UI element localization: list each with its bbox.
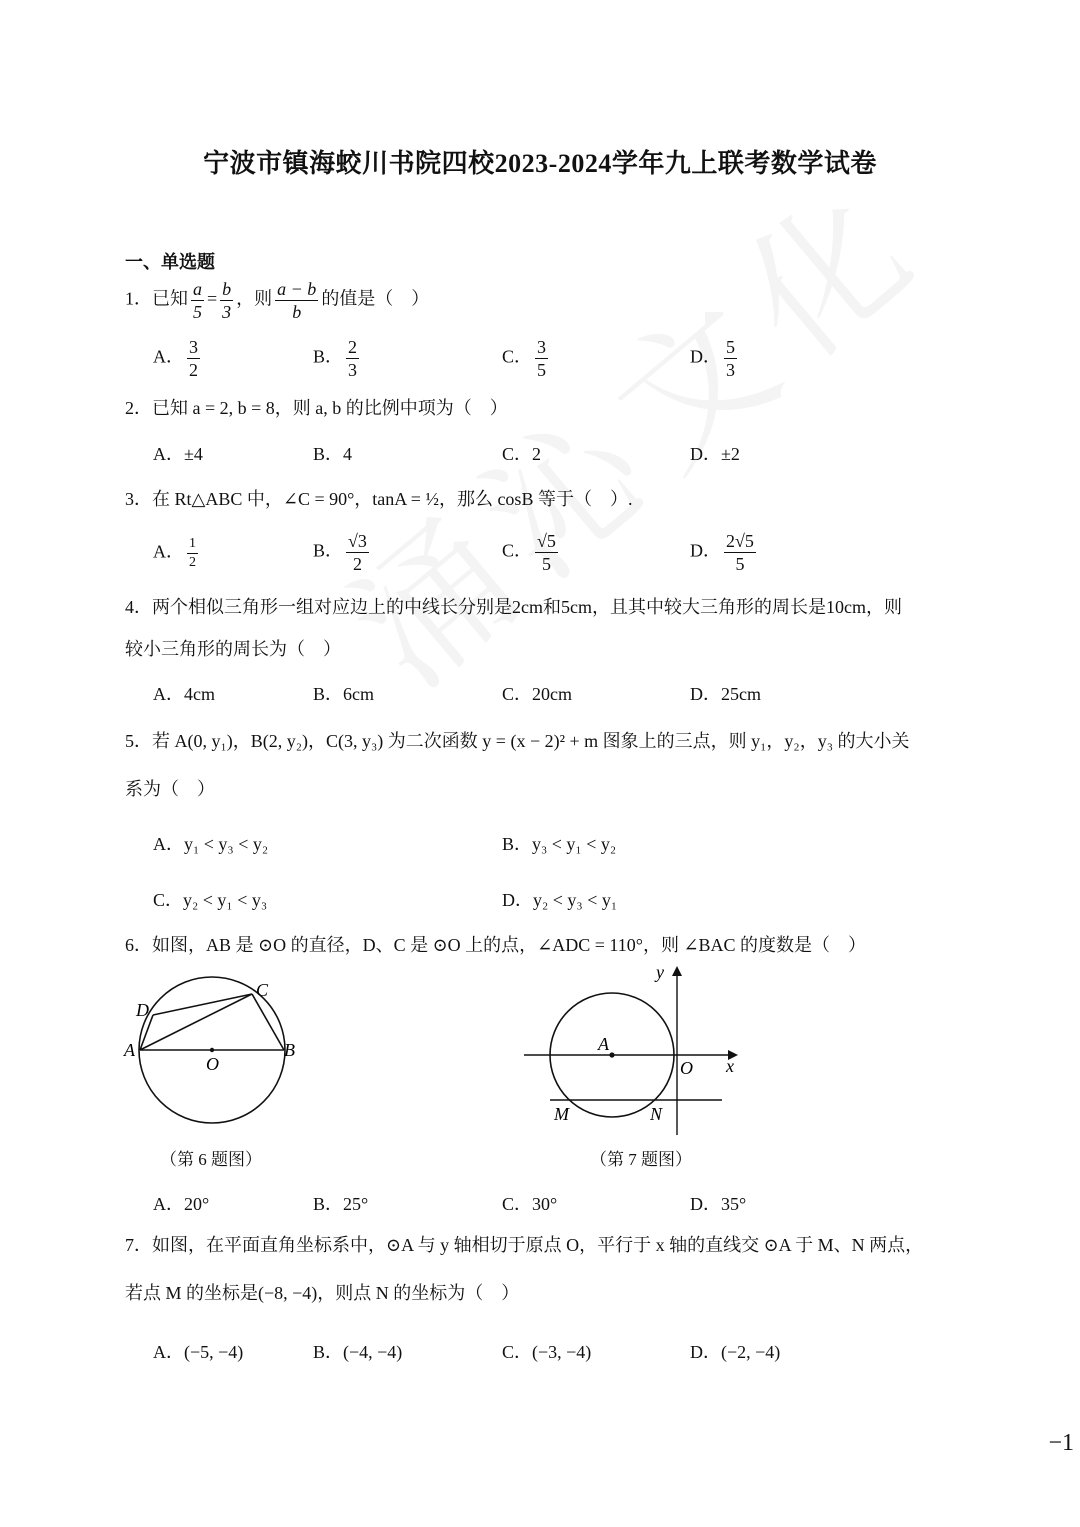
question-6: 6．如图，AB 是 ⊙O 的直径，D、C 是 ⊙O 上的点，∠ADC = 110°，则 ∠BAC 的度数是（ ） xyxy=(125,935,867,955)
q7-option-d[interactable]: D．(−2, −4) xyxy=(690,1342,781,1362)
label-o7: O xyxy=(680,1058,693,1078)
q2-option-a[interactable]: A．±4 xyxy=(153,444,203,464)
q1-option-b[interactable]: B． $\frac{2}{3}$ xyxy=(313,337,358,380)
q3-option-c[interactable]: C． $\frac{√5}{5}$ xyxy=(502,531,556,574)
question-1: 1．已知 $\frac{a}{5}$ = $\frac{b}{3}$ ，则 $\frac{a - b}{b}$ 的值是（ ） xyxy=(125,279,430,322)
q1-option-a[interactable]: A． $\frac{3}{2}$ xyxy=(153,337,198,380)
q5-option-c[interactable]: C．y₂ < y₁ < y₃ xyxy=(153,890,268,910)
label-c: C xyxy=(256,980,269,1000)
label-m: M xyxy=(554,1104,569,1124)
question-7-line-2: 若点 M 的坐标是(−8, −4)，则点 N 的坐标为（ ） xyxy=(125,1283,520,1303)
q5-option-a[interactable]: A．y₁ < y₃ < y₂ xyxy=(153,834,269,854)
watermark xyxy=(300,123,960,726)
label-a: A xyxy=(124,1040,135,1060)
question-4-line-1: 4．两个相似三角形一组对应边上的中线长分别是2cm和5cm，且其中较大三角形的周长是10cm，则 xyxy=(125,597,902,617)
q2-option-d[interactable]: D．±2 xyxy=(690,444,740,464)
page-title: 宁波市镇海蛟川书院四校2023-2024学年九上联考数学试卷 xyxy=(203,149,877,178)
question-3: 3．在 Rt△ABC 中，∠C = 90°，tanA = ½，那么 cosB 等于（ ）. xyxy=(125,489,633,509)
question-7-line-1: 7．如图，在平面直角坐标系中，⊙A 与 y 轴相切于原点 O，平行于 x 轴的直线交 ⊙A 于 M、N 两点， xyxy=(125,1235,924,1255)
q6-option-b[interactable]: B．25° xyxy=(313,1194,369,1214)
q5-option-d[interactable]: D．y₂ < y₃ < y₁ xyxy=(502,890,618,910)
q3-option-b[interactable]: B． $\frac{√3}{2}$ xyxy=(313,531,367,574)
q2-option-b[interactable]: B．4 xyxy=(313,444,353,464)
q3-option-d[interactable]: D． $\frac{2√5}{5}$ xyxy=(690,531,754,574)
label-y: y xyxy=(656,962,664,982)
label-a7: A xyxy=(598,1034,609,1054)
figure-6 xyxy=(120,970,320,1135)
figure-7-caption: （第 7 题图） xyxy=(590,1150,692,1169)
q7-option-a[interactable]: A．(−5, −4) xyxy=(153,1342,244,1362)
label-x: x xyxy=(726,1056,734,1076)
q4-option-c[interactable]: C．20cm xyxy=(502,684,572,704)
page-number: −1 xyxy=(1048,1430,1074,1456)
q6-option-d[interactable]: D．35° xyxy=(690,1194,747,1214)
q2-option-c[interactable]: C．2 xyxy=(502,444,542,464)
q4-option-a[interactable]: A．4cm xyxy=(153,684,215,704)
figure-7 xyxy=(520,960,750,1140)
q4-option-d[interactable]: D．25cm xyxy=(690,684,761,704)
section-heading: 一、单选题 xyxy=(125,252,215,272)
label-n: N xyxy=(650,1104,663,1124)
label-o: O xyxy=(206,1054,219,1074)
question-5-line-1: 5．若 A(0, y₁)，B(2, y₂)，C(3, y₃) 为二次函数 y = (x − 2)² + m 图象上的三点，则 y₁，y₂，y₃ 的大小关 xyxy=(125,731,910,751)
q5-option-b[interactable]: B．y₃ < y₁ < y₂ xyxy=(502,834,617,854)
q1-option-c[interactable]: C． $\frac{3}{5}$ xyxy=(502,337,547,380)
question-2: 2．已知 a = 2, b = 8，则 a, b 的比例中项为（ ） xyxy=(125,398,508,418)
q7-option-c[interactable]: C．(−3, −4) xyxy=(502,1342,592,1362)
question-4-line-2: 较小三角形的周长为（ ） xyxy=(125,639,341,659)
q7-option-b[interactable]: B．(−4, −4) xyxy=(313,1342,403,1362)
q1-option-d[interactable]: D． $\frac{5}{3}$ xyxy=(690,337,735,380)
q3-option-a[interactable]: A． $\frac{1}{2}$ xyxy=(153,536,196,570)
label-d: D xyxy=(136,1000,149,1020)
question-5-line-2: 系为（ ） xyxy=(125,779,215,799)
q6-option-a[interactable]: A．20° xyxy=(153,1194,210,1214)
figure-6-caption: （第 6 题图） xyxy=(160,1150,262,1169)
q4-option-b[interactable]: B．6cm xyxy=(313,684,374,704)
q6-option-c[interactable]: C．30° xyxy=(502,1194,558,1214)
label-b: B xyxy=(284,1040,295,1060)
